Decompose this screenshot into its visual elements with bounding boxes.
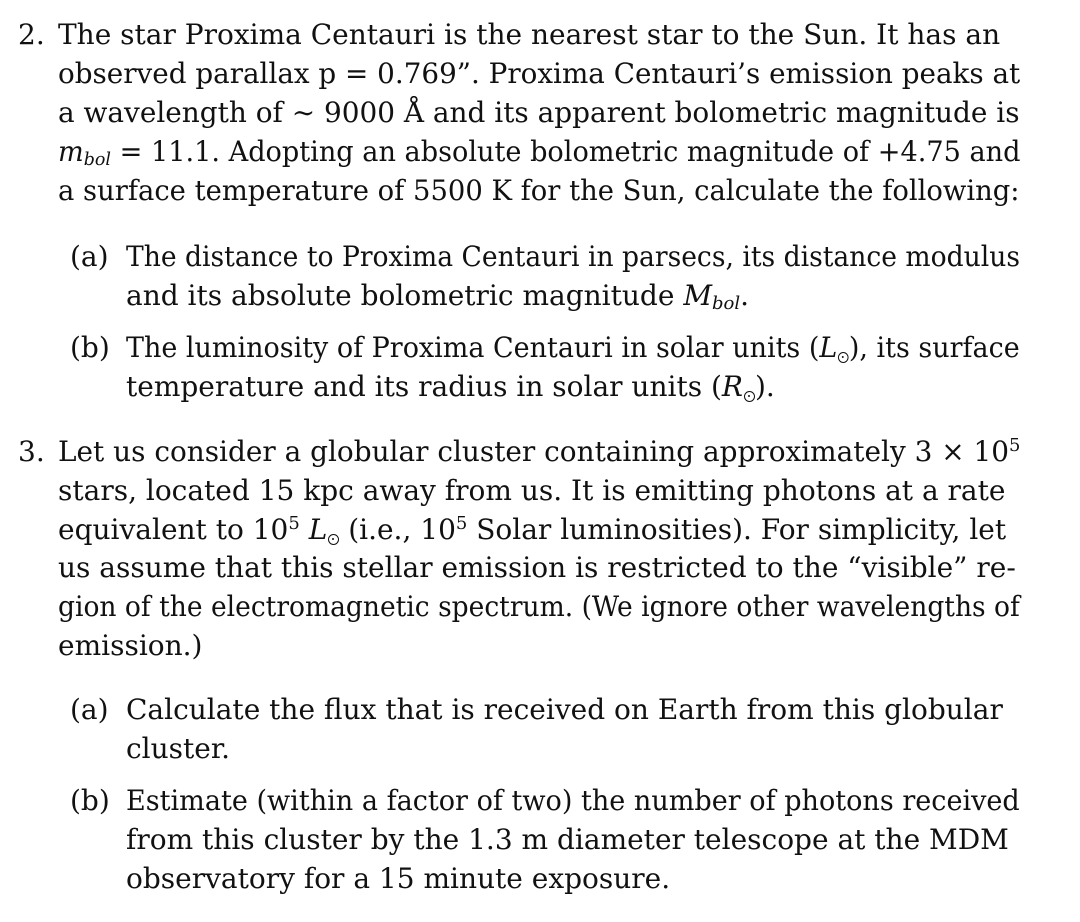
problem-3b-line-1: Estimate (within a factor of two) the number of photons received <box>126 784 1020 817</box>
problem-2-line-4 <box>58 135 1020 169</box>
problem-3a-line-1: Calculate the flux that is received on Earth from this globular <box>126 693 1003 726</box>
problem-3a-label: (a) <box>70 693 109 726</box>
problem-2-line-1: The star Proxima Centauri is the nearest star to the Sun. It has an <box>58 18 1001 51</box>
problem-2-line-4-text: = 11.1. Adopting an absolute bolometric magnitude of +4.75 and <box>119 135 1021 168</box>
R-sun-symbol: R <box>721 370 743 403</box>
problem-3a-line-2: cluster. <box>126 732 231 765</box>
problem-3-line-5: gion of the electromagnetic spectrum. (We ignore other wavelengths of <box>58 590 1020 623</box>
sun-symbol-icon <box>838 352 849 363</box>
problem-3b-label: (b) <box>70 784 110 817</box>
problem-3-line-3-exponent-1: 5 <box>288 513 300 534</box>
problem-2-number: 2. <box>18 18 45 51</box>
problem-2a-line-2-text: and its absolute bolometric magnitude <box>126 279 675 312</box>
problem-2-line-3: a wavelength of ∼ 9000 Å and its apparent bolometric magnitude is <box>58 96 1020 129</box>
problem-2b-label: (b) <box>70 331 110 364</box>
problem-3-line-2: stars, located 15 kpc away from us. It is emitting photons at a rate <box>58 474 1006 507</box>
problem-3b-line-3: observatory for a 15 minute exposure. <box>126 862 671 895</box>
sun-symbol-icon <box>328 534 339 545</box>
problem-3-line-3 <box>58 513 1006 547</box>
problem-2b-line-1-post: ), its surface <box>848 331 1020 364</box>
Mbol-symbol: M <box>683 279 712 312</box>
problem-3-line-4: us assume that this stellar emission is restricted to the “visible” re- <box>58 551 1016 584</box>
problem-3-line-1-text: Let us consider a globular cluster containing approximately 3 × 10 <box>58 435 1010 468</box>
problem-3-line-1-exponent: 5 <box>1009 435 1021 456</box>
problem-2b-line-2-pre: temperature and its radius in solar units ( <box>126 370 722 403</box>
problem-2b-line-2-post: ). <box>754 370 775 403</box>
problem-2b-line-2 <box>126 370 775 404</box>
problem-2b-line-1-pre: The luminosity of Proxima Centauri in solar units ( <box>126 331 820 364</box>
problem-2-line-5: a surface temperature of 5500 K for the Sun, calculate the following: <box>58 174 1020 207</box>
problem-2a-line-2 <box>126 279 749 313</box>
problem-3-line-3-pre: equivalent to 10 <box>58 513 289 546</box>
L-sun-symbol: L <box>819 331 838 364</box>
L-sun-symbol: L <box>308 513 328 546</box>
problem-3-line-3-mid: (i.e., 10 <box>339 513 456 546</box>
problem-2b-line-1 <box>126 331 1020 365</box>
mbol-symbol: m <box>58 135 84 168</box>
sun-symbol-icon <box>744 391 755 402</box>
mbol-subscript: bol <box>83 149 111 170</box>
problem-2a-period: . <box>740 279 750 312</box>
problem-3-number: 3. <box>18 435 45 468</box>
problem-3-line-6: emission.) <box>58 629 203 662</box>
problem-3-line-3-exponent-2: 5 <box>455 513 468 534</box>
problem-2a-label: (a) <box>70 240 109 273</box>
problem-3-line-3-post: Solar luminosities). For simplicity, let <box>467 513 1007 546</box>
problem-2-line-2: observed parallax p = 0.769”. Proxima Centauri’s emission peaks at <box>58 57 1021 90</box>
Mbol-subscript: bol <box>711 293 741 314</box>
problem-3-line-1 <box>58 435 1020 469</box>
problem-3b-line-2: from this cluster by the 1.3 m diameter telescope at the MDM <box>126 823 1009 856</box>
problem-2a-line-1: The distance to Proxima Centauri in parsecs, its distance modulus <box>126 240 1021 273</box>
